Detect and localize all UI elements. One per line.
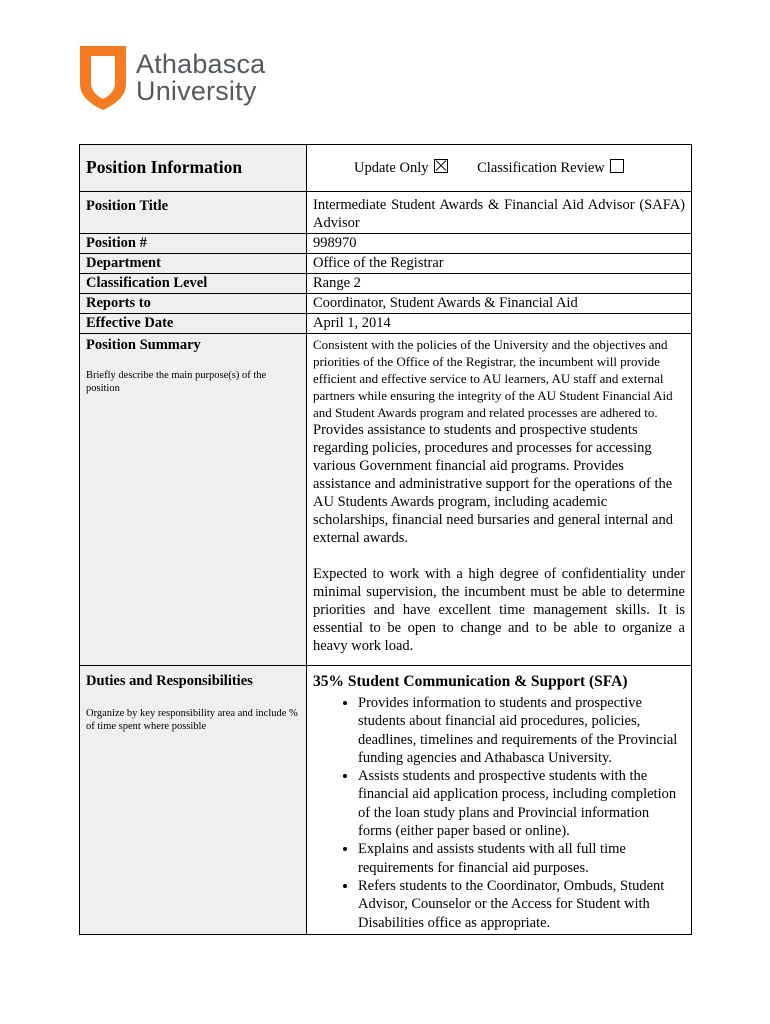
department-label: Department <box>80 254 307 274</box>
duty-section-title: 35% Student Communication & Support (SFA) <box>313 673 628 690</box>
logo-text-line1: Athabasca <box>136 49 266 79</box>
department-value: Office of the Registrar <box>307 254 692 274</box>
position-title-row <box>80 192 692 234</box>
logo-text-line2: University <box>136 76 257 106</box>
duty-item: • Provides information to students and prospective students about financial aid procedures, policies, deadlines, timelines and requirements of the Provincial funding agencies and Athabasca University. <box>358 694 685 767</box>
duty-item: • Explains and assists students with all full time requirements for financial aid purposes. <box>358 840 685 877</box>
summary-paragraph-2: Expected to work with a high degree of confidentiality under minimal supervision, the incumbent must be able to determine priorities and have excellent time management skills. It is essential to be open to change and to be able to organize a heavy work load. <box>313 566 685 654</box>
department-row <box>80 254 692 274</box>
reports-to-value: Coordinator, Student Awards & Financial Aid <box>307 294 692 314</box>
update-only-checkbox[interactable] <box>434 159 448 173</box>
update-only-label: Update Only <box>354 160 429 176</box>
effective-date-value: April 1, 2014 <box>307 314 692 334</box>
classification-level-value: Range 2 <box>307 274 692 294</box>
classification-review-checkbox[interactable] <box>610 159 624 173</box>
duty-item: • Refers students to the Coordinator, Ombuds, Student Advisor, Counselor or the Access for Student with Disabilities office as appropriate. <box>358 877 685 932</box>
reports-to-row <box>80 294 692 314</box>
duties-hint: Organize by key responsibility area and include % of time spent where possible <box>86 708 298 732</box>
classification-review-label: Classification Review <box>477 160 605 176</box>
classification-level-label: Classification Level <box>80 274 307 294</box>
position-number-row <box>80 234 692 254</box>
summary-paragraph-1b: Provides assistance to students and prospective students regarding policies, procedures and processes for accessing various Government financial aid programs. Provides assistance and administrative support for the operations of the AU Students Awards program, including academic scholarships, financial need bursaries and general internal and external awards. <box>313 422 673 546</box>
position-number-value: 998970 <box>307 234 692 254</box>
summary-paragraph-1a: Consistent with the policies of the University and the objectives and priorities of the Office of the Registrar, the incumbent will provide efficient and effective service to AU learners, AU staff and external partners while ensuring the integrity of the AU Student Financial Aid and Student Awards program and related processes are adhered to. <box>313 337 673 420</box>
duties-label: Duties and Responsibilities <box>86 673 253 689</box>
shield-icon <box>78 44 128 112</box>
position-summary-hint: Briefly describe the main purpose(s) of the position <box>86 370 267 394</box>
header-row <box>80 145 692 192</box>
duties-row <box>80 666 692 935</box>
position-summary-label: Position Summary <box>86 337 201 353</box>
position-title-label: Position Title <box>80 192 307 234</box>
position-summary-row <box>80 334 692 666</box>
effective-date-row <box>80 314 692 334</box>
section-title: Position Information <box>80 145 307 192</box>
position-summary-label-cell <box>80 334 307 666</box>
position-number-label: Position # <box>80 234 307 254</box>
position-summary-text <box>307 334 692 666</box>
reports-to-label: Reports to <box>80 294 307 314</box>
position-title-value: Intermediate Student Awards & Financial Aid Advisor (SAFA) Advisor <box>307 192 692 234</box>
position-form <box>79 144 692 935</box>
duties-label-cell <box>80 666 307 935</box>
effective-date-label: Effective Date <box>80 314 307 334</box>
duty-list <box>313 694 685 932</box>
duties-content <box>307 666 692 935</box>
duty-item: • Assists students and prospective students with the financial aid application process, including completion of the loan study plans and Provincial information forms (either paper based or online). <box>358 767 685 840</box>
classification-level-row <box>80 274 692 294</box>
review-type-cell <box>307 145 692 192</box>
